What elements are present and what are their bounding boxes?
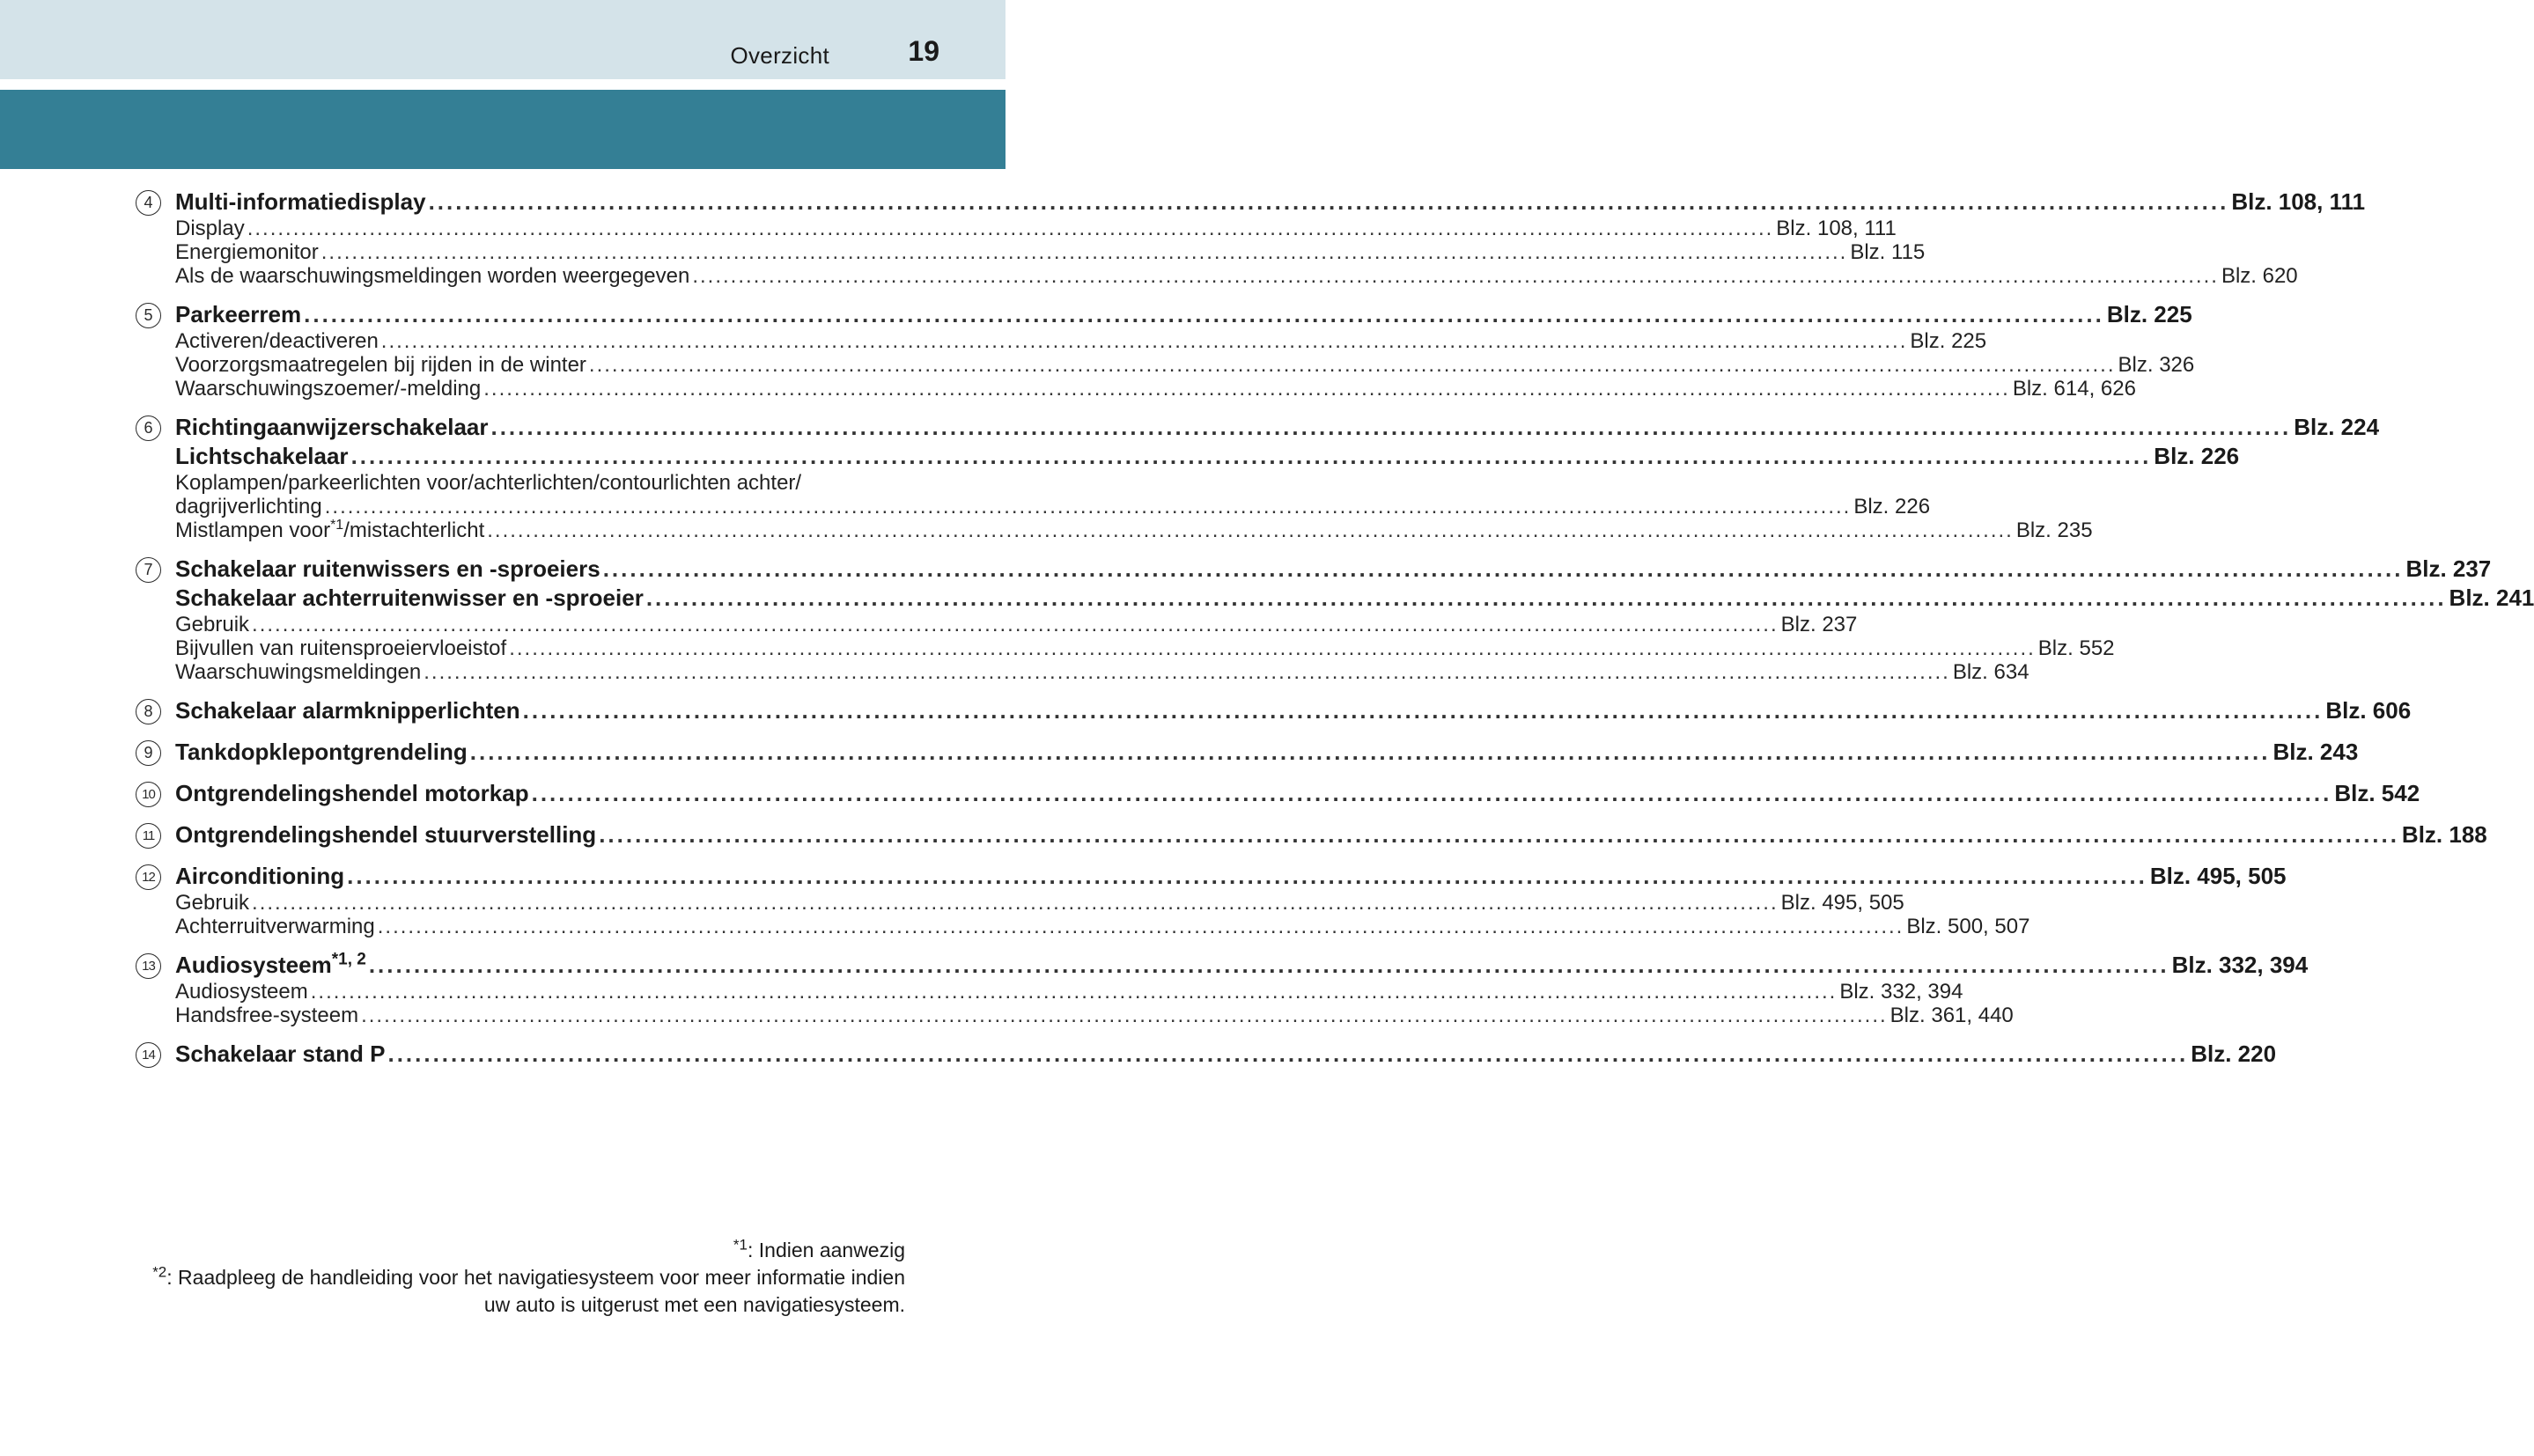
footnote-2	[148, 1264, 905, 1291]
dot-leader: ........................................................................................................................................................................................................	[588, 353, 2116, 377]
entry-label: Parkeerrem	[175, 301, 302, 327]
toc-entry[interactable]	[175, 1039, 2277, 1069]
header-band	[0, 0, 1005, 79]
toc-group	[132, 412, 2380, 542]
dot-leader: ........................................................................................................................................................................................................	[380, 329, 1908, 353]
item-number-badge: 10	[136, 782, 161, 807]
entry-label: Audiosysteem	[175, 980, 308, 1004]
footnote-2-continuation: uw auto is uitgerust met een navigatiesysteem.	[483, 1293, 905, 1316]
page-reference: Blz. 614, 626	[2012, 377, 2136, 401]
toc-group	[132, 737, 2359, 767]
entry-label: Lichtschakelaar	[175, 443, 349, 469]
page-reference: Blz. 108, 111	[1776, 217, 1897, 240]
page-reference: Blz. 115	[1850, 240, 1926, 264]
page-reference: Blz. 326	[2118, 353, 2195, 377]
page-number: 19	[908, 35, 939, 67]
dot-leader: ........................................................................................................................................................................................................	[490, 414, 2292, 440]
entry-label: dagrijverlichting	[175, 495, 322, 518]
toc-group	[132, 187, 2366, 288]
entry-label: Waarschuwingszoemer/-melding	[175, 377, 482, 401]
dot-leader: ........................................................................................................................................................................................................	[387, 1041, 2189, 1067]
item-number-badge: 9	[136, 740, 161, 766]
table-of-contents	[132, 187, 2534, 1080]
item-number-badge: 5	[136, 303, 161, 328]
toc-entry[interactable]	[175, 299, 2192, 329]
dot-leader: ........................................................................................................................................................................................................	[310, 980, 1838, 1004]
entry-label-text: Audiosysteem	[175, 952, 332, 978]
toc-group	[132, 820, 2487, 849]
entry-label: Energiemonitor	[175, 240, 319, 264]
footnote-reference: *1	[330, 518, 344, 533]
page-reference: Blz. 241	[2449, 585, 2534, 611]
entry-label-text: Mistlampen voor	[175, 518, 331, 542]
entry-label: Koplampen/parkeerlichten voor/achterlichten/contourlichten achter/	[175, 471, 802, 495]
toc-entry[interactable]	[175, 583, 2534, 613]
dot-leader: ........................................................................................................................................................................................................	[428, 188, 2229, 215]
dot-leader: ........................................................................................................................................................................................................	[368, 952, 2169, 978]
page-reference: Blz. 220	[2191, 1041, 2277, 1067]
footnote-2-marker: *2	[152, 1263, 167, 1281]
entry-label: Gebruik	[175, 613, 250, 636]
toc-entry[interactable]	[175, 187, 2366, 217]
entry-label	[175, 518, 484, 542]
item-number-badge: 14	[136, 1042, 161, 1068]
entry-label: Bijvullen van ruitensproeiervloeistof	[175, 636, 507, 660]
toc-group	[132, 778, 2420, 808]
toc-subentry[interactable]	[175, 660, 2029, 684]
page-reference: Blz. 495, 505	[2149, 863, 2287, 889]
toc-group	[132, 554, 2534, 684]
toc-entry[interactable]	[175, 861, 2287, 891]
page-reference: Blz. 226	[2154, 443, 2240, 469]
entry-label: Als de waarschuwingsmeldingen worden weergegeven	[175, 264, 690, 288]
toc-group	[132, 695, 2412, 725]
toc-entry[interactable]	[175, 820, 2487, 849]
dot-leader: ........................................................................................................................................................................................................	[320, 240, 1848, 264]
page-reference: Blz. 237	[2405, 555, 2492, 582]
toc-subentry[interactable]	[175, 495, 1931, 518]
page-reference: Blz. 332, 394	[2171, 952, 2309, 978]
page-reference: Blz. 634	[1952, 660, 2029, 684]
toc-group	[132, 1039, 2277, 1069]
dot-leader: ........................................................................................................................................................................................................	[483, 377, 2010, 401]
entry-label: Waarschuwingsmeldingen	[175, 660, 422, 684]
dot-leader: ........................................................................................................................................................................................................	[645, 585, 2447, 611]
dot-leader: ........................................................................................................................................................................................................	[469, 739, 2271, 765]
entry-label: Handsfree-systeem	[175, 1004, 359, 1027]
item-number-badge: 7	[136, 557, 161, 583]
toc-subentry[interactable]	[175, 915, 2030, 938]
entry-label	[175, 950, 366, 980]
dot-leader: ........................................................................................................................................................................................................	[487, 518, 2014, 542]
page-reference: Blz. 542	[2334, 780, 2420, 806]
dot-leader: ........................................................................................................................................................................................................	[361, 1004, 1888, 1027]
toc-entry[interactable]	[175, 412, 2380, 442]
footnote-2-text: : Raadpleeg de handleiding voor het navigatiesysteem voor meer informatie indien	[166, 1266, 905, 1289]
toc-subentry[interactable]	[175, 353, 2195, 377]
toc-subentry[interactable]	[175, 980, 1963, 1004]
entry-label: Schakelaar stand P	[175, 1041, 386, 1067]
item-number-badge: 8	[136, 699, 161, 724]
dot-leader: ........................................................................................................................................................................................................	[324, 495, 1852, 518]
toc-subentry[interactable]	[175, 1004, 2014, 1027]
item-number-badge: 11	[136, 823, 161, 849]
item-number-badge: 12	[136, 864, 161, 890]
dot-leader: ........................................................................................................................................................................................................	[347, 863, 2147, 889]
page-reference: Blz. 552	[2037, 636, 2115, 660]
entry-label: Schakelaar achterruitenwisser en -sproeier	[175, 585, 644, 611]
toc-subentry[interactable]	[175, 329, 1987, 353]
page-reference: Blz. 225	[1910, 329, 1987, 353]
toc-entry[interactable]	[175, 950, 2309, 980]
dot-leader: ........................................................................................................................................................................................................	[602, 555, 2404, 582]
toc-subentry[interactable]	[175, 217, 1897, 240]
page-reference: Blz. 237	[1780, 613, 1858, 636]
header-divider	[0, 79, 1005, 90]
toc-group	[132, 950, 2309, 1027]
entry-label: Airconditioning	[175, 863, 345, 889]
entry-label: Richtingaanwijzerschakelaar	[175, 414, 489, 440]
page-reference: Blz. 361, 440	[1889, 1004, 2014, 1027]
toc-subentry[interactable]	[175, 613, 1858, 636]
dot-leader: ........................................................................................................................................................................................................	[252, 613, 1779, 636]
dot-leader: ........................................................................................................................................................................................................	[304, 301, 2104, 327]
entry-label: Schakelaar ruitenwissers en -sproeiers	[175, 555, 600, 582]
footnote-1-text: : Indien aanwezig	[747, 1239, 905, 1261]
footnote-1	[148, 1237, 905, 1264]
entry-label: Achterruitverwarming	[175, 915, 375, 938]
dot-leader: ........................................................................................................................................................................................................	[531, 780, 2332, 806]
entry-label: Multi-informatiedisplay	[175, 188, 426, 215]
page-reference: Blz. 495, 505	[1780, 891, 1904, 915]
entry-label: Ontgrendelingshendel stuurverstelling	[175, 821, 597, 848]
toc-entry[interactable]	[175, 695, 2412, 725]
toc-subentry[interactable]	[175, 518, 2093, 542]
dot-leader: ........................................................................................................................................................................................................	[424, 660, 1950, 684]
page-reference: Blz. 108, 111	[2231, 188, 2366, 215]
page-reference: Blz. 224	[2294, 414, 2380, 440]
toc-subentry[interactable]	[175, 264, 2298, 288]
page-reference: Blz. 225	[2106, 301, 2192, 327]
page-reference: Blz. 243	[2272, 739, 2359, 765]
dot-leader: ........................................................................................................................................................................................................	[247, 217, 1774, 240]
dot-leader: ........................................................................................................................................................................................................	[599, 821, 2399, 848]
toc-entry[interactable]	[175, 778, 2420, 808]
item-number-badge: 13	[136, 953, 161, 979]
dot-leader: ........................................................................................................................................................................................................	[522, 697, 2324, 724]
entry-label-text-cont: /mistachterlicht	[343, 518, 485, 542]
footnote-1-marker: *1	[733, 1236, 748, 1254]
toc-subentry[interactable]	[175, 891, 1904, 915]
entry-label: Schakelaar alarmknipperlichten	[175, 697, 520, 724]
entry-label: Tankdopklepontgrendeling	[175, 739, 468, 765]
entry-label: Display	[175, 217, 245, 240]
header-accent-band	[0, 90, 1005, 169]
dot-leader: ........................................................................................................................................................................................................	[252, 891, 1779, 915]
entry-label: Voorzorgsmaatregelen bij rijden in de winter	[175, 353, 586, 377]
toc-subentry[interactable]	[175, 471, 865, 495]
dot-leader: ........................................................................................................................................................................................................	[509, 636, 2036, 660]
footnote-reference: *1, 2	[331, 950, 366, 969]
page-reference: Blz. 226	[1853, 495, 1931, 518]
footnotes	[148, 1237, 905, 1319]
entry-label: Ontgrendelingshendel motorkap	[175, 780, 529, 806]
toc-entry[interactable]	[175, 737, 2359, 767]
toc-group	[132, 861, 2287, 938]
page-reference: Blz. 620	[2221, 264, 2298, 288]
toc-entry[interactable]	[175, 554, 2492, 584]
toc-subentry[interactable]	[175, 377, 2136, 401]
item-number-badge: 4	[136, 190, 161, 216]
dot-leader: ........................................................................................................................................................................................................	[692, 264, 2219, 288]
section-title: Overzicht	[730, 42, 829, 69]
page-reference: Blz. 332, 394	[1839, 980, 1963, 1004]
dot-leader: ........................................................................................................................................................................................................	[350, 443, 2152, 469]
page-reference: Blz. 188	[2401, 821, 2487, 848]
toc-group	[132, 299, 2195, 401]
page-reference: Blz. 606	[2325, 697, 2412, 724]
entry-label: Gebruik	[175, 891, 250, 915]
dot-leader: ........................................................................................................................................................................................................	[377, 915, 1904, 938]
item-number-badge: 6	[136, 415, 161, 441]
toc-subentry[interactable]	[175, 636, 2115, 660]
entry-label: Activeren/deactiveren	[175, 329, 379, 353]
toc-subentry[interactable]	[175, 240, 1926, 264]
toc-entry[interactable]	[175, 441, 2240, 471]
page-reference: Blz. 500, 507	[1906, 915, 2030, 938]
page-reference: Blz. 235	[2015, 518, 2093, 542]
